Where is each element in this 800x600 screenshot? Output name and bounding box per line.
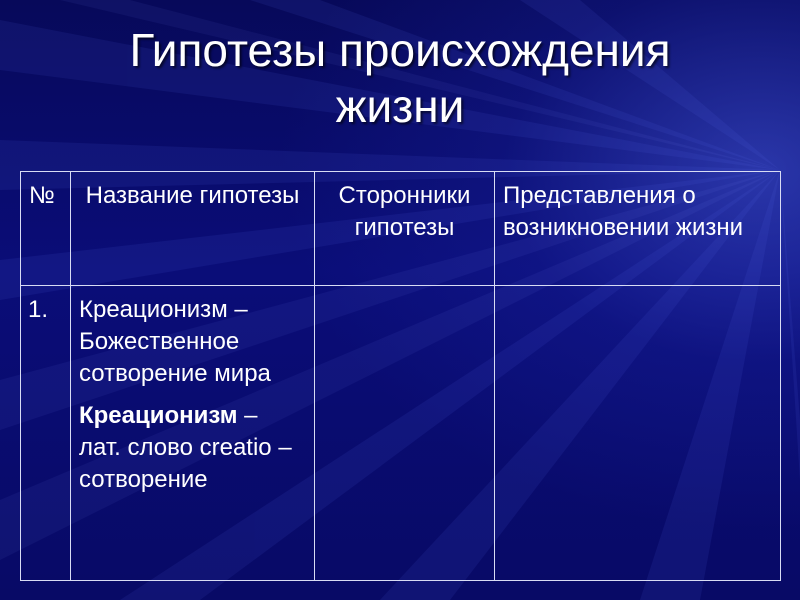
row-hypothesis-name [71,286,315,581]
header-supporters: Сторонники гипотезы [315,172,495,286]
header-hypothesis-name: Название гипотезы [71,172,315,286]
slide-title-line1: Гипотезы происхождения [129,24,671,76]
creationism-term: Креационизм [79,402,238,429]
creationism-etymology [79,400,306,496]
row-number: 1. [21,286,71,581]
table-header-row [21,172,781,286]
table-row [21,286,781,581]
creationism-description: Креационизм – Божественное сотворение мира [79,296,271,387]
row-ideas [495,286,781,581]
row-supporters [315,286,495,581]
slide-title [0,22,800,134]
creationism-etymology-text: – лат. слово creatio – сотворение [79,402,292,493]
hypotheses-table [20,171,781,581]
slide-title-line2: жизни [335,80,465,132]
header-ideas: Представления о возникновении жизни [495,172,781,286]
header-number: № [21,172,71,286]
